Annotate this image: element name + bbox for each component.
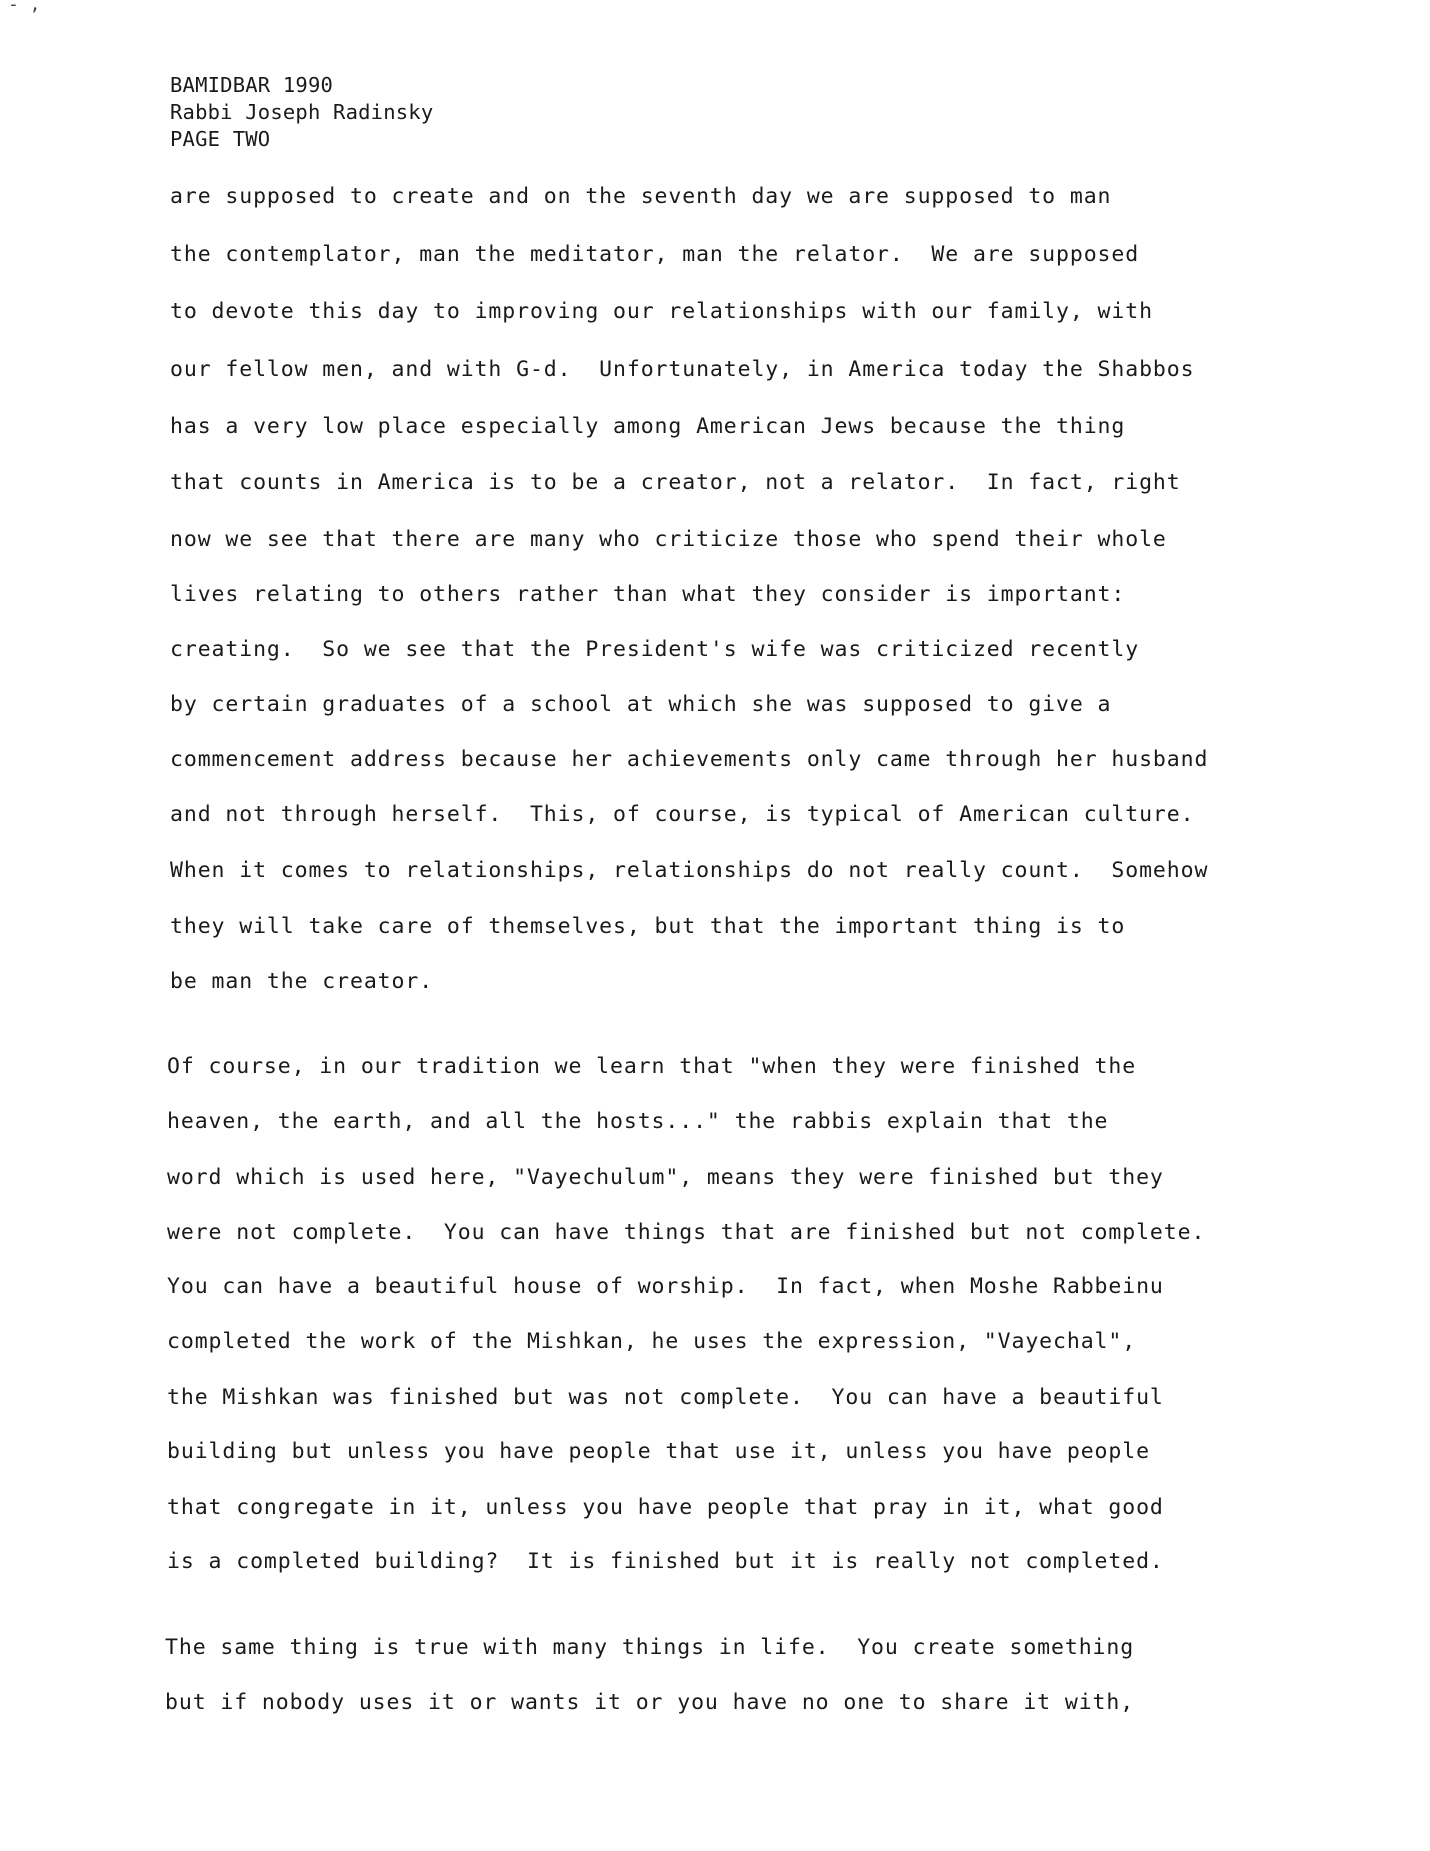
corner-mark: - , xyxy=(8,0,41,15)
text-line: that congregate in it, unless you have people that pray in it, what good xyxy=(167,1495,1164,1520)
text-line: the contemplator, man the meditator, man the relator. We are supposed xyxy=(170,242,1140,267)
text-line: is a completed building? It is finished but it is really not completed. xyxy=(167,1549,1164,1574)
text-line: lives relating to others rather than what they consider is important: xyxy=(170,582,1126,607)
text-line: Of course, in our tradition we learn that "when they were finished the xyxy=(167,1054,1137,1079)
text-line: but if nobody uses it or wants it or you have no one to share it with, xyxy=(165,1690,1135,1715)
text-line: our fellow men, and with G-d. Unfortunately, in America today the Shabbos xyxy=(170,357,1195,382)
document-author: Rabbi Joseph Radinsky xyxy=(170,100,434,124)
page-label: PAGE TWO xyxy=(170,127,271,151)
text-line: You can have a beautiful house of worship. In fact, when Moshe Rabbeinu xyxy=(167,1274,1164,1299)
text-line: creating. So we see that the President's wife was criticized recently xyxy=(170,637,1140,662)
text-line: the Mishkan was finished but was not complete. You can have a beautiful xyxy=(167,1385,1164,1410)
text-line: The same thing is true with many things in life. You create something xyxy=(165,1635,1135,1660)
text-line: be man the creator. xyxy=(170,969,434,994)
text-line: commencement address because her achievements only came through her husband xyxy=(170,747,1209,772)
text-line: word which is used here, "Vayechulum", means they were finished but they xyxy=(167,1165,1164,1190)
text-line: now we see that there are many who criticize those who spend their whole xyxy=(170,527,1167,552)
text-line: they will take care of themselves, but that the important thing is to xyxy=(170,914,1126,939)
document-title: BAMIDBAR 1990 xyxy=(170,73,334,97)
document-header xyxy=(170,72,433,153)
text-line: are supposed to create and on the seventh day we are supposed to man xyxy=(170,184,1112,209)
text-line: and not through herself. This, of course, is typical of American culture. xyxy=(170,802,1195,827)
text-line: completed the work of the Mishkan, he uses the expression, "Vayechal", xyxy=(167,1329,1137,1354)
text-line: were not complete. You can have things that are finished but not complete. xyxy=(167,1220,1206,1245)
text-line: When it comes to relationships, relationships do not really count. Somehow xyxy=(170,858,1209,883)
text-line: heaven, the earth, and all the hosts..." the rabbis explain that the xyxy=(167,1109,1109,1134)
text-line: that counts in America is to be a creator, not a relator. In fact, right xyxy=(170,470,1181,495)
text-line: to devote this day to improving our relationships with our family, with xyxy=(170,299,1153,324)
text-line: building but unless you have people that use it, unless you have people xyxy=(167,1439,1150,1464)
text-line: has a very low place especially among American Jews because the thing xyxy=(170,414,1126,439)
text-line: by certain graduates of a school at which she was supposed to give a xyxy=(170,692,1112,717)
